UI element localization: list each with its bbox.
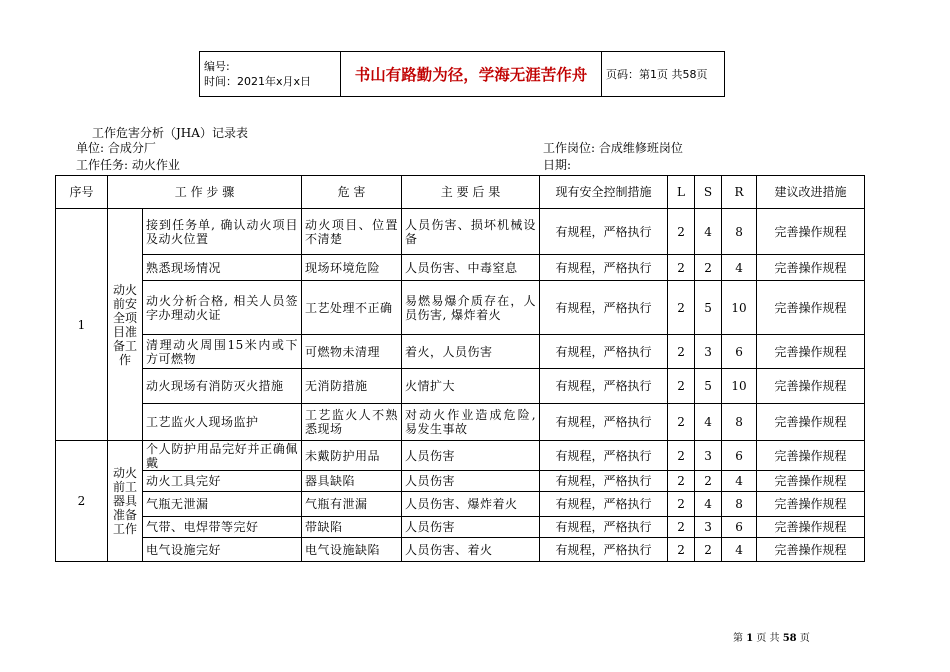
control-cell: 有规程，严格执行 [540,369,668,404]
suggestion-cell: 完善操作规程 [757,209,865,255]
group-number-cell: 1 [56,209,108,441]
record-title: 工作危害分析（JHA）记录表 [92,126,248,140]
r-value-cell: 10 [722,281,757,335]
r-value-cell: 6 [722,335,757,369]
hazard-cell: 器具缺陷 [302,471,402,492]
step-cell: 动火工具完好 [143,471,302,492]
table-row [56,441,865,471]
consequence-cell: 易燃易爆介质存在，人员伤害, 爆炸着火 [402,281,540,335]
hazard-cell: 工艺处理不正确 [302,281,402,335]
control-cell: 有规程，严格执行 [540,441,668,471]
consequence-cell: 人员伤害、损坏机械设备 [402,209,540,255]
r-value-cell: 4 [722,471,757,492]
s-value-cell: 2 [695,538,722,562]
task-label: 工作任务: 动火作业 [76,158,180,172]
table-row [56,209,865,255]
hazard-cell: 气瓶有泄漏 [302,492,402,517]
suggestion-cell: 完善操作规程 [757,369,865,404]
step-cell: 熟悉现场情况 [143,255,302,281]
step-cell: 个人防护用品完好并正确佩戴 [143,441,302,471]
hazard-cell: 电气设施缺陷 [302,538,402,562]
suggestion-cell: 完善操作规程 [757,517,865,538]
col-header-l: L [668,176,695,209]
r-value-cell: 6 [722,517,757,538]
suggestion-cell: 完善操作规程 [757,255,865,281]
control-cell: 有规程，严格执行 [540,335,668,369]
l-value-cell: 2 [668,404,695,441]
table-header-row [56,176,865,209]
control-cell: 有规程，严格执行 [540,281,668,335]
control-cell: 有规程，严格执行 [540,471,668,492]
l-value-cell: 2 [668,538,695,562]
step-cell: 工艺监火人现场监护 [143,404,302,441]
step-cell: 接到任务单, 确认动火项目及动火位置 [143,209,302,255]
r-value-cell: 10 [722,369,757,404]
hazard-cell: 工艺监火人不熟悉现场 [302,404,402,441]
s-value-cell: 5 [695,369,722,404]
table-row [56,471,865,492]
r-value-cell: 6 [722,441,757,471]
l-value-cell: 2 [668,441,695,471]
l-value-cell: 2 [668,471,695,492]
l-value-cell: 2 [668,335,695,369]
r-value-cell: 8 [722,492,757,517]
hazard-cell: 未戴防护用品 [302,441,402,471]
consequence-cell: 人员伤害 [402,471,540,492]
footer-page: 1 [746,633,754,644]
hazard-cell: 动火项目、位置不清楚 [302,209,402,255]
consequence-cell: 对动火作业造成危险, 易发生事故 [402,404,540,441]
col-header-s: S [695,176,722,209]
r-value-cell: 8 [722,404,757,441]
table-row [56,255,865,281]
table-row [56,492,865,517]
consequence-cell: 火情扩大 [402,369,540,404]
step-cell: 电气设施完好 [143,538,302,562]
control-cell: 有规程，严格执行 [540,209,668,255]
control-cell: 有规程，严格执行 [540,538,668,562]
table-row [56,369,865,404]
consequence-cell: 着火，人员伤害 [402,335,540,369]
r-value-cell: 8 [722,209,757,255]
suggestion-cell: 完善操作规程 [757,404,865,441]
s-value-cell: 3 [695,517,722,538]
suggestion-cell: 完善操作规程 [757,335,865,369]
l-value-cell: 2 [668,209,695,255]
table-row [56,517,865,538]
l-value-cell: 2 [668,517,695,538]
col-header-consequence: 主 要 后 果 [402,176,540,209]
control-cell: 有规程，严格执行 [540,517,668,538]
hazard-cell: 无消防措施 [302,369,402,404]
number-label: 编号: [204,60,230,73]
step-cell: 气瓶无泄漏 [143,492,302,517]
page-code: 页码：第1页 共58页 [602,52,725,97]
l-value-cell: 2 [668,369,695,404]
footer-total: 58 [782,633,797,644]
suggestion-cell: 完善操作规程 [757,538,865,562]
group-name-cell: 动火前工器具准备工作 [108,441,143,562]
col-header-suggestion: 建议改进措施 [757,176,865,209]
s-value-cell: 4 [695,492,722,517]
consequence-cell: 人员伤害、爆炸着火 [402,492,540,517]
suggestion-cell: 完善操作规程 [757,441,865,471]
s-value-cell: 3 [695,441,722,471]
header-meta [200,52,341,97]
hazard-cell: 可燃物未清理 [302,335,402,369]
step-cell: 动火分析合格, 相关人员签字办理动火证 [143,281,302,335]
consequence-cell: 人员伤害 [402,441,540,471]
r-value-cell: 4 [722,538,757,562]
col-header-r: R [722,176,757,209]
post-label: 工作岗位: 合成维修班岗位 [543,141,683,155]
date-label: 日期: [543,158,572,172]
s-value-cell: 2 [695,255,722,281]
suggestion-cell: 完善操作规程 [757,281,865,335]
document-header [199,51,725,97]
col-header-control: 现有安全控制措施 [540,176,668,209]
group-number-cell: 2 [56,441,108,562]
page-footer [733,629,810,644]
s-value-cell: 3 [695,335,722,369]
footer-suffix: 页 [799,633,810,644]
s-value-cell: 4 [695,404,722,441]
footer-middle: 页 共 [756,633,780,644]
unit-label: 单位: 合成分厂 [76,141,156,155]
footer-prefix: 第 [733,633,743,644]
col-header-hazard: 危 害 [302,176,402,209]
hazard-cell: 带缺陷 [302,517,402,538]
consequence-cell: 人员伤害、中毒窒息 [402,255,540,281]
consequence-cell: 人员伤害、着火 [402,538,540,562]
table-row [56,281,865,335]
consequence-cell: 人员伤害 [402,517,540,538]
s-value-cell: 2 [695,471,722,492]
table-row [56,538,865,562]
step-cell: 气带、电焊带等完好 [143,517,302,538]
s-value-cell: 5 [695,281,722,335]
step-cell: 动火现场有消防灭火措施 [143,369,302,404]
group-name-cell: 动火前安全项目准备工作 [108,209,143,441]
step-cell: 清理动火周围15米内或下方可燃物 [143,335,302,369]
col-header-step: 工 作 步 骤 [108,176,302,209]
table-row [56,335,865,369]
hazard-cell: 现场环境危险 [302,255,402,281]
r-value-cell: 4 [722,255,757,281]
jha-table [55,175,865,562]
time-label: 时间：2021年x月x日 [204,75,312,88]
control-cell: 有规程，严格执行 [540,492,668,517]
suggestion-cell: 完善操作规程 [757,471,865,492]
l-value-cell: 2 [668,492,695,517]
control-cell: 有规程，严格执行 [540,404,668,441]
l-value-cell: 2 [668,281,695,335]
col-header-no: 序号 [56,176,108,209]
s-value-cell: 4 [695,209,722,255]
slogan: 书山有路勤为径，学海无涯苦作舟 [341,52,602,97]
l-value-cell: 2 [668,255,695,281]
table-row [56,404,865,441]
control-cell: 有规程，严格执行 [540,255,668,281]
suggestion-cell: 完善操作规程 [757,492,865,517]
